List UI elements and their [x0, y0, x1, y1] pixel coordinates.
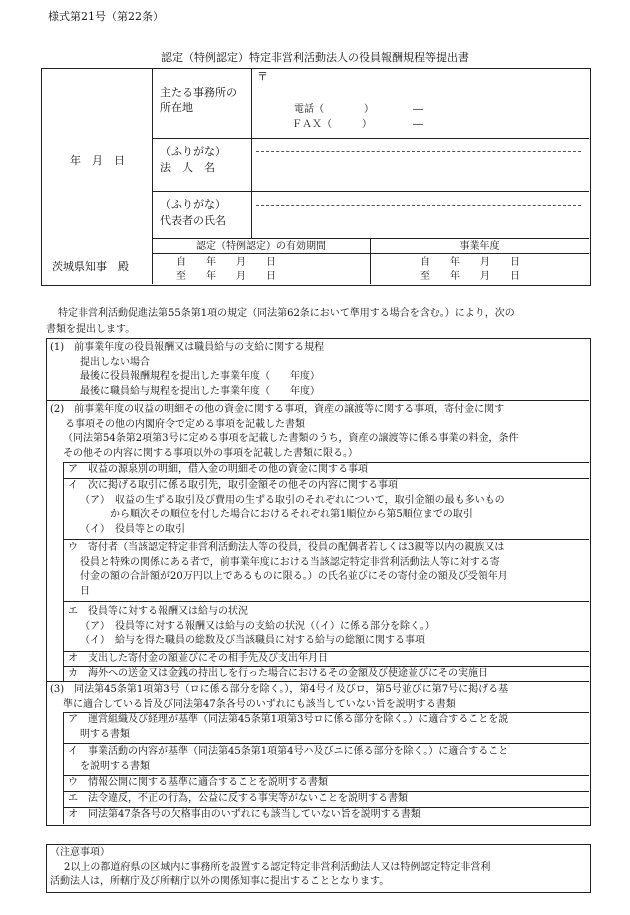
section-3-item-e: エ 法令違反，不正の行為，公益に反する事実等がないことを説明する書類 [68, 793, 408, 804]
section-2-head: (2) 前事業年度の収益の明細その他の資金に関する事項，資産の譲渡等に関する事項，寄付金に関す る事項その他の内閣府令で定める事項を記載した書類 （同法第54条第2項第3号に定める事項を記載した書類のうち，資産の譲渡等に係る事業の料金，条件 その他その内容に関する事項以外の事項を記載した書類に限る。） [50, 404, 519, 459]
addressee: 茨城県知事 殿 [52, 260, 129, 273]
fiscal-to[interactable]: 至 年 月 日 [420, 271, 520, 282]
corp-kana-label: （ふりがな） [160, 145, 226, 158]
fiscal-label: 事業年度 [459, 241, 500, 252]
section-2-item-u: ウ 寄付者（当該認定特定非営利活動法人等の役員，役員の配偶者若しくは3親等以内の親族又は 役員と特殊の関係にある者で，前事業年度における当該認定特定非営利活動法人等に対する寄 付金の額の合計額が20万円以上であるものに限る。）の氏名並びにその寄付金の額及び受領年月 日 [68, 542, 508, 597]
page-title: 認定（特例認定）特定非営利活動法人の役員報酬規程等提出書 [161, 51, 469, 64]
tel-field[interactable]: 電話（ ） [294, 104, 374, 115]
intro-line-2: 書類を提出します。 [46, 324, 136, 335]
tel-dash: ― [413, 104, 423, 115]
section-3-item-a: ア 運営組織及び経理が基準（同法第45条第1項第3号ロに係る部分を除く。）に適合することを説 明する書類 [68, 714, 509, 740]
date-field[interactable]: 年 月 日 [70, 154, 125, 167]
rep-name-label: 代表者の氏名 [160, 214, 226, 227]
corp-name-label: 法 人 名 [160, 161, 215, 174]
period-to[interactable]: 至 年 月 日 [176, 271, 276, 282]
section-1: (1) 前事業年度の役員報酬又は職員給与の支給に関する規程 提出しない場合 最後に役員報酬規程を提出した事業年度（ 年度） 最後に職員給与規程を提出した事業年度（ 年度） [50, 342, 325, 397]
section-2-item-ka: カ 海外への送金又は金銭の持出しを行った場合におけるその金額及び使途並びにその実施日 [68, 668, 488, 679]
notes: （注意事項） 2以上の都道府県の区域内に事務所を設置する認定特定非営利活動法人又は特例認定特定非営利 活動法人は，所轄庁及び所轄庁以外の関係知事に提出することとなります。 [50, 847, 491, 887]
section-2-item-a: ア 収益の源泉別の明細，借入金の明細その他の資金に関する事項 [68, 464, 368, 475]
intro-line-1: 特定非営利活動促進法第55条第1項の規定（同法第62条において準用する場合を含む。）により，次の [58, 308, 515, 319]
section-2-item-e: エ 役員等に対する報酬又は給与の状況 （ア） 役員等に対する報酬又は給与の支給の状況（（イ）に係る部分を除く。） （イ） 給与を得た職員の総数及び当該職員に対する給与の総額に関する事項 [68, 606, 435, 646]
address-label: 主たる事務所の 所在地 [160, 86, 237, 114]
section-3-item-u: ウ 情報公開に関する基準に適合することを説明する書類 [68, 777, 328, 788]
fax-dash: ― [413, 119, 423, 130]
form-number: 様式第21号（第22条） [48, 10, 164, 23]
section-3-head: (3) 同法第45条第1項第3号（ロに係る部分を除く。），第4号イ及びロ，第5号並びに第7号に掲げる基 準に適合している旨及び同法第47条各号のいずれにも該当していない旨を説明する書類 [50, 684, 509, 710]
section-2-item-o: オ 支出した寄付金の額並びにその相手先及び支出年月日 [68, 653, 328, 664]
postal-mark: 〒 [257, 70, 268, 83]
section-2-item-i: イ 次に掲げる取引に係る取引先，取引金額その他その内容に関する事項 （ア） 収益の生ずる取引及び費用の生ずる取引のそれぞれについて，取引金額の最も多いもの から順次その順位を付した場合におけるそれぞれ第1順位から第5順位までの取引 （イ） 役員等との取引 [68, 480, 505, 535]
rep-kana-label: （ふりがな） [160, 198, 226, 211]
section-3-item-o: オ 同法第47条各号の欠格事由のいずれにも該当していない旨を説明する書類 [68, 809, 421, 820]
section-3-item-i: イ 事業活動の内容が基準（同法第45条第1項第4号ハ及びニに係る部分を除く。）に適合すること を説明する書類 [68, 746, 509, 772]
period-from[interactable]: 自 年 月 日 [176, 257, 276, 268]
fax-field[interactable]: ＦＡＸ（ ） [292, 119, 372, 130]
fiscal-from[interactable]: 自 年 月 日 [420, 257, 520, 268]
period-label: 認定（特例認定）の有効期間 [196, 241, 326, 252]
